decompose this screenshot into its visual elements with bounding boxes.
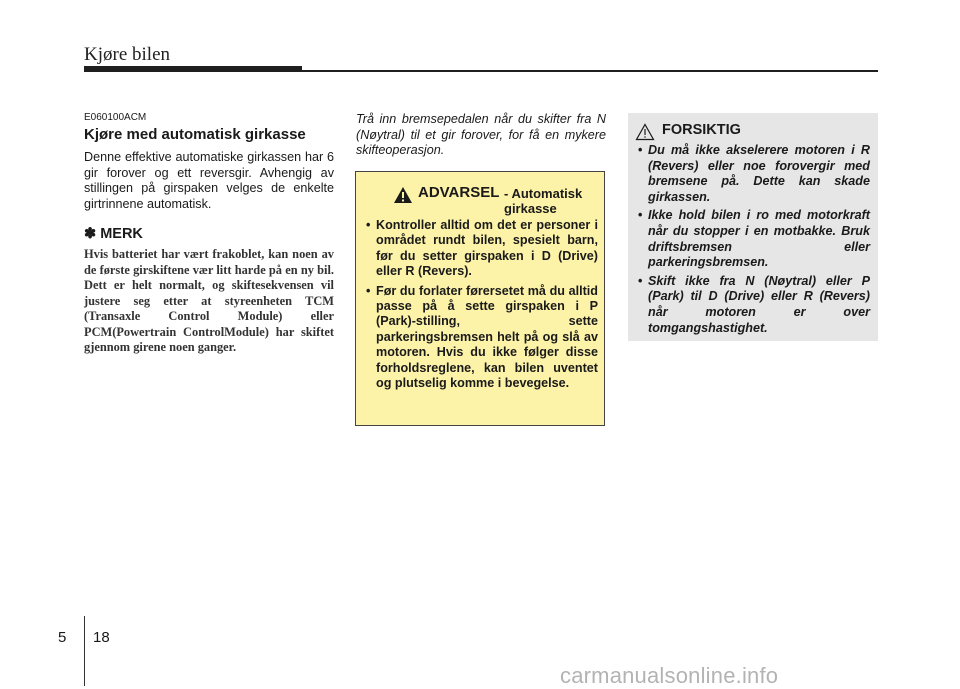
warning-subtitle: - Automatisk girkasse: [504, 186, 583, 216]
brake-instruction: Trå inn bremsepedalen når du skifter fra N (Nøytral) til et gir forover, for få en mykere skifteoperasjon.: [356, 112, 606, 158]
warning-title: ADVARSEL: [418, 184, 500, 201]
warning-triangle-icon: [393, 186, 413, 204]
header-rule-thick: [84, 66, 302, 72]
footer-divider: [84, 616, 85, 686]
section-body: Denne effektive automatiske girkassen har 6 gir forover og ett reversgir. Avhengig av stillingen på girspaken velges de enkelte girtrinnene automatisk.: [84, 150, 334, 211]
note-text: Hvis batteriet har vært frakoblet, kan noen av de første girskiftene vær litt harde på en ny bil. Dett er helt normalt, og skiftesekvensen vil justere seg etter at styreenheten TCM (Transaxle Control Module) eller PCM(Powertrain ControlModule) har skiftet gjennom girene noen ganger.: [84, 247, 334, 354]
list-item: • Skift ikke fra N (Nøytral) eller P (Park) til D (Drive) eller R (Revers) når motoren er over tomgangshastighet.: [638, 273, 870, 335]
watermark: carmanualsonline.info: [560, 663, 779, 688]
note-title-text: MERK: [100, 226, 143, 242]
section-number: 5: [58, 629, 67, 646]
list-item: • Du må ikke akselerere motoren i R (Revers) eller noe forovergir med bremsene på. Dette kan skade girkassen.: [638, 143, 870, 204]
page-header-title: Kjøre bilen: [84, 44, 171, 65]
section-heading: Kjøre med automatisk girkasse: [84, 126, 306, 143]
header-rule-thin: [302, 70, 878, 72]
caution-title: FORSIKTIG: [662, 122, 741, 138]
note-symbol-icon: ✽: [84, 226, 97, 242]
list-item: • Før du forlater førersetet må du alltid passe på å sette girspaken i P (Park)-stilling, sette parkeringsbremsen helt på og slå av motoren. Hvis du ikke følger disse forholdsreglene, kan bilen uventet og plutselig komme i bevegelse.: [366, 283, 598, 391]
warning-list: [366, 218, 598, 395]
warning-box: [355, 171, 605, 426]
caution-box: [628, 113, 878, 341]
list-item: • Kontroller alltid om det er personer i området rundt bilen, spesielt barn, før du setter girspaken i D (Drive) eller R (Revers).: [366, 218, 598, 279]
caution-list: [638, 143, 870, 339]
note-title: [84, 226, 143, 242]
caution-triangle-icon: [635, 123, 655, 141]
list-item: • Ikke hold bilen i ro med motorkraft når du stopper i en motbakke. Bruk driftsbremsen eller parkeringsbremsen.: [638, 208, 870, 270]
section-code: E060100ACM: [84, 112, 147, 123]
page-number: 18: [93, 629, 110, 646]
